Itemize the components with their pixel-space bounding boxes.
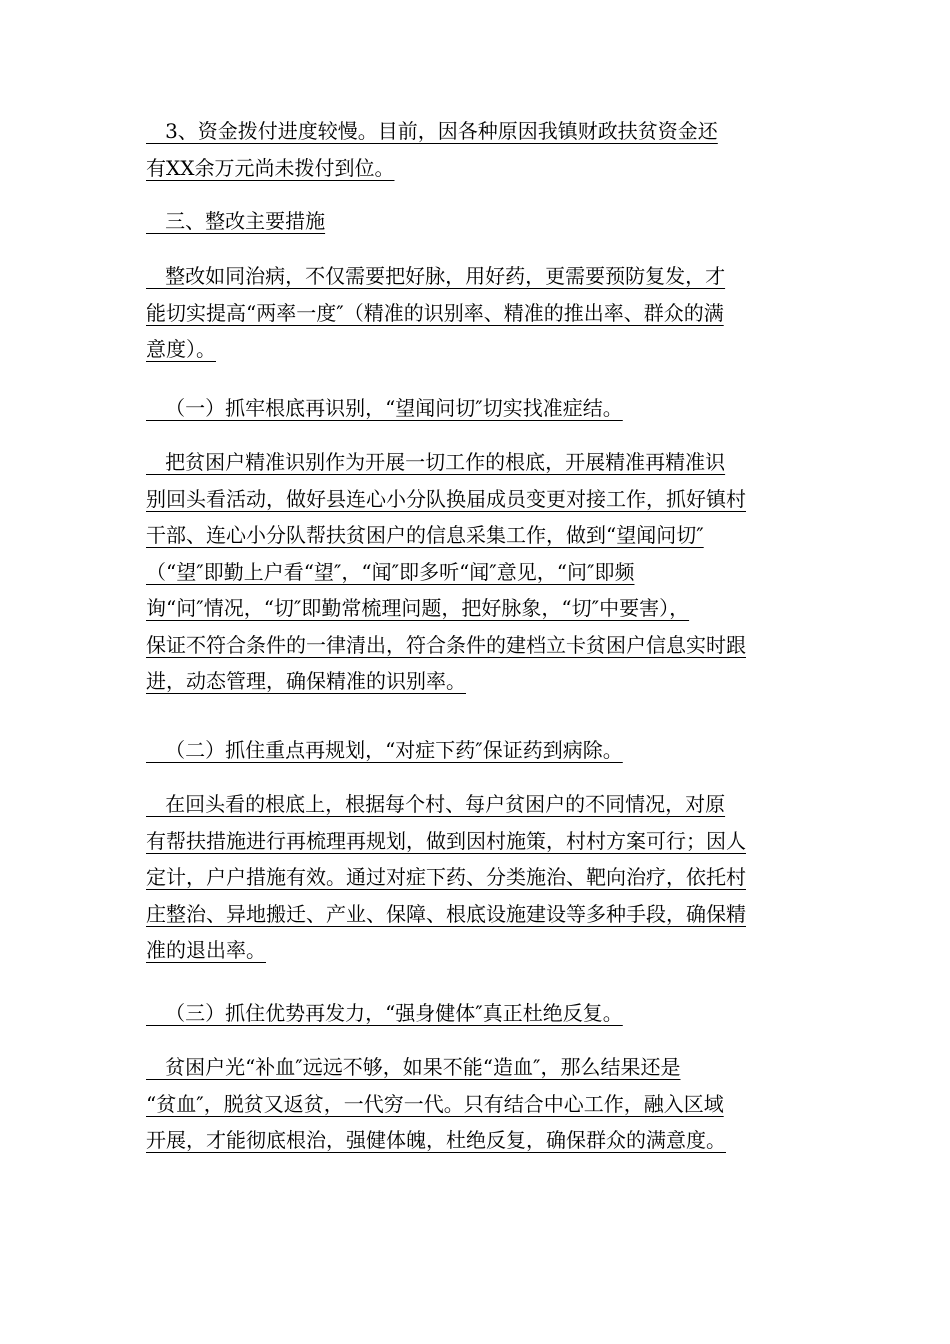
- line-text: 询“问″情况，“切″即勤常梳理问题，把好脉象，“切″中要害），: [146, 596, 690, 620]
- text-line: [146, 1086, 818, 1123]
- text-line: [146, 331, 818, 368]
- line-text: 保证不符合条件的一律清出，符合条件的建档立卡贫困户信息实时跟: [146, 632, 746, 657]
- line-text: 开展，才能彻底根治，强健体魄，杜绝反复，确保群众的满意度。: [146, 1128, 726, 1152]
- line-text: 贫困户光“补血″远远不够，如果不能“造血″，那么结果还是: [146, 1055, 681, 1079]
- paragraph-planning: [146, 786, 818, 969]
- line-text: 3、资金拨付进度较慢。目前，因各种原因我镇财政扶贫资金还: [146, 119, 718, 143]
- text-line: [146, 444, 818, 481]
- section-heading-main-measures: [146, 203, 818, 240]
- line-text: 整改如同治病，不仅需要把好脉，用好药，更需要预防复发，才: [146, 264, 726, 288]
- text-line: [146, 590, 818, 627]
- line-text: 意度）。: [146, 337, 216, 361]
- text-line: [146, 481, 818, 518]
- text-line: [146, 932, 818, 969]
- line-text: （一）抓牢根底再识别，“望闻问切″切实找准症结。: [146, 396, 623, 420]
- line-text: （二）抓住重点再规划，“对症下药″保证药到病除。: [146, 738, 623, 762]
- text-line: [146, 823, 818, 860]
- text-line: [146, 1122, 818, 1159]
- text-line: [146, 203, 818, 240]
- line-text: 能切实提高“两率一度″（精准的识别率、精准的推出率、群众的满: [146, 300, 724, 325]
- line-text: 有帮扶措施进行再梳理再规划，做到因村施策，村村方案可行；因人: [146, 828, 746, 853]
- line-text: 有XX余万元尚未拨付到位。: [146, 155, 395, 180]
- text-line: [146, 732, 818, 769]
- line-text: 干部、连心小分队帮扶贫困户的信息采集工作，做到“望闻问切″: [146, 523, 704, 547]
- text-line: [146, 295, 818, 332]
- line-text: （三）抓住优势再发力，“强身健体″真正杜绝反复。: [146, 1001, 623, 1025]
- text-line: [146, 113, 818, 150]
- line-text: 在回头看的根底上，根据每个村、每户贫困户的不同情况，对原: [146, 792, 726, 816]
- paragraph-strengthening: [146, 1049, 818, 1159]
- line-text: （“望″即勤上户看“望″，“闻″即多听“闻″意见，“问″即频: [146, 559, 635, 584]
- text-line: [146, 786, 818, 823]
- line-text: 庄整治、异地搬迁、产业、保障、根底设施建设等多种手段，确保精: [146, 901, 746, 926]
- text-line: [146, 150, 818, 187]
- text-line: [146, 1049, 818, 1086]
- line-text: 进，动态管理，确保精准的识别率。: [146, 669, 466, 693]
- text-line: [146, 258, 818, 295]
- line-text: 准的退出率。: [146, 938, 266, 962]
- text-line: [146, 554, 818, 591]
- subheading-two: [146, 732, 818, 769]
- paragraph-funding-progress: [146, 113, 818, 186]
- text-line: [146, 663, 818, 700]
- line-text: 定计，户户措施有效。通过对症下药、分类施治、靶向治疗，依托村: [146, 865, 746, 889]
- paragraph-identification: [146, 444, 818, 700]
- paragraph-intro: [146, 258, 818, 368]
- text-line: [146, 390, 818, 427]
- subheading-three: [146, 995, 818, 1032]
- text-line: [146, 627, 818, 664]
- line-text: 把贫困户精准识别作为开展一切工作的根底，开展精准再精准识: [146, 450, 726, 474]
- line-text: 三、整改主要措施: [146, 209, 326, 233]
- text-line: [146, 995, 818, 1032]
- subheading-one: [146, 390, 818, 427]
- text-line: [146, 896, 818, 933]
- text-line: [146, 517, 818, 554]
- text-line: [146, 859, 818, 896]
- line-text: 别回头看活动，做好县连心小分队换届成员变更对接工作，抓好镇村: [146, 486, 746, 511]
- line-text: “贫血″，脱贫又返贫，一代穷一代。只有结合中心工作，融入区域: [146, 1091, 724, 1116]
